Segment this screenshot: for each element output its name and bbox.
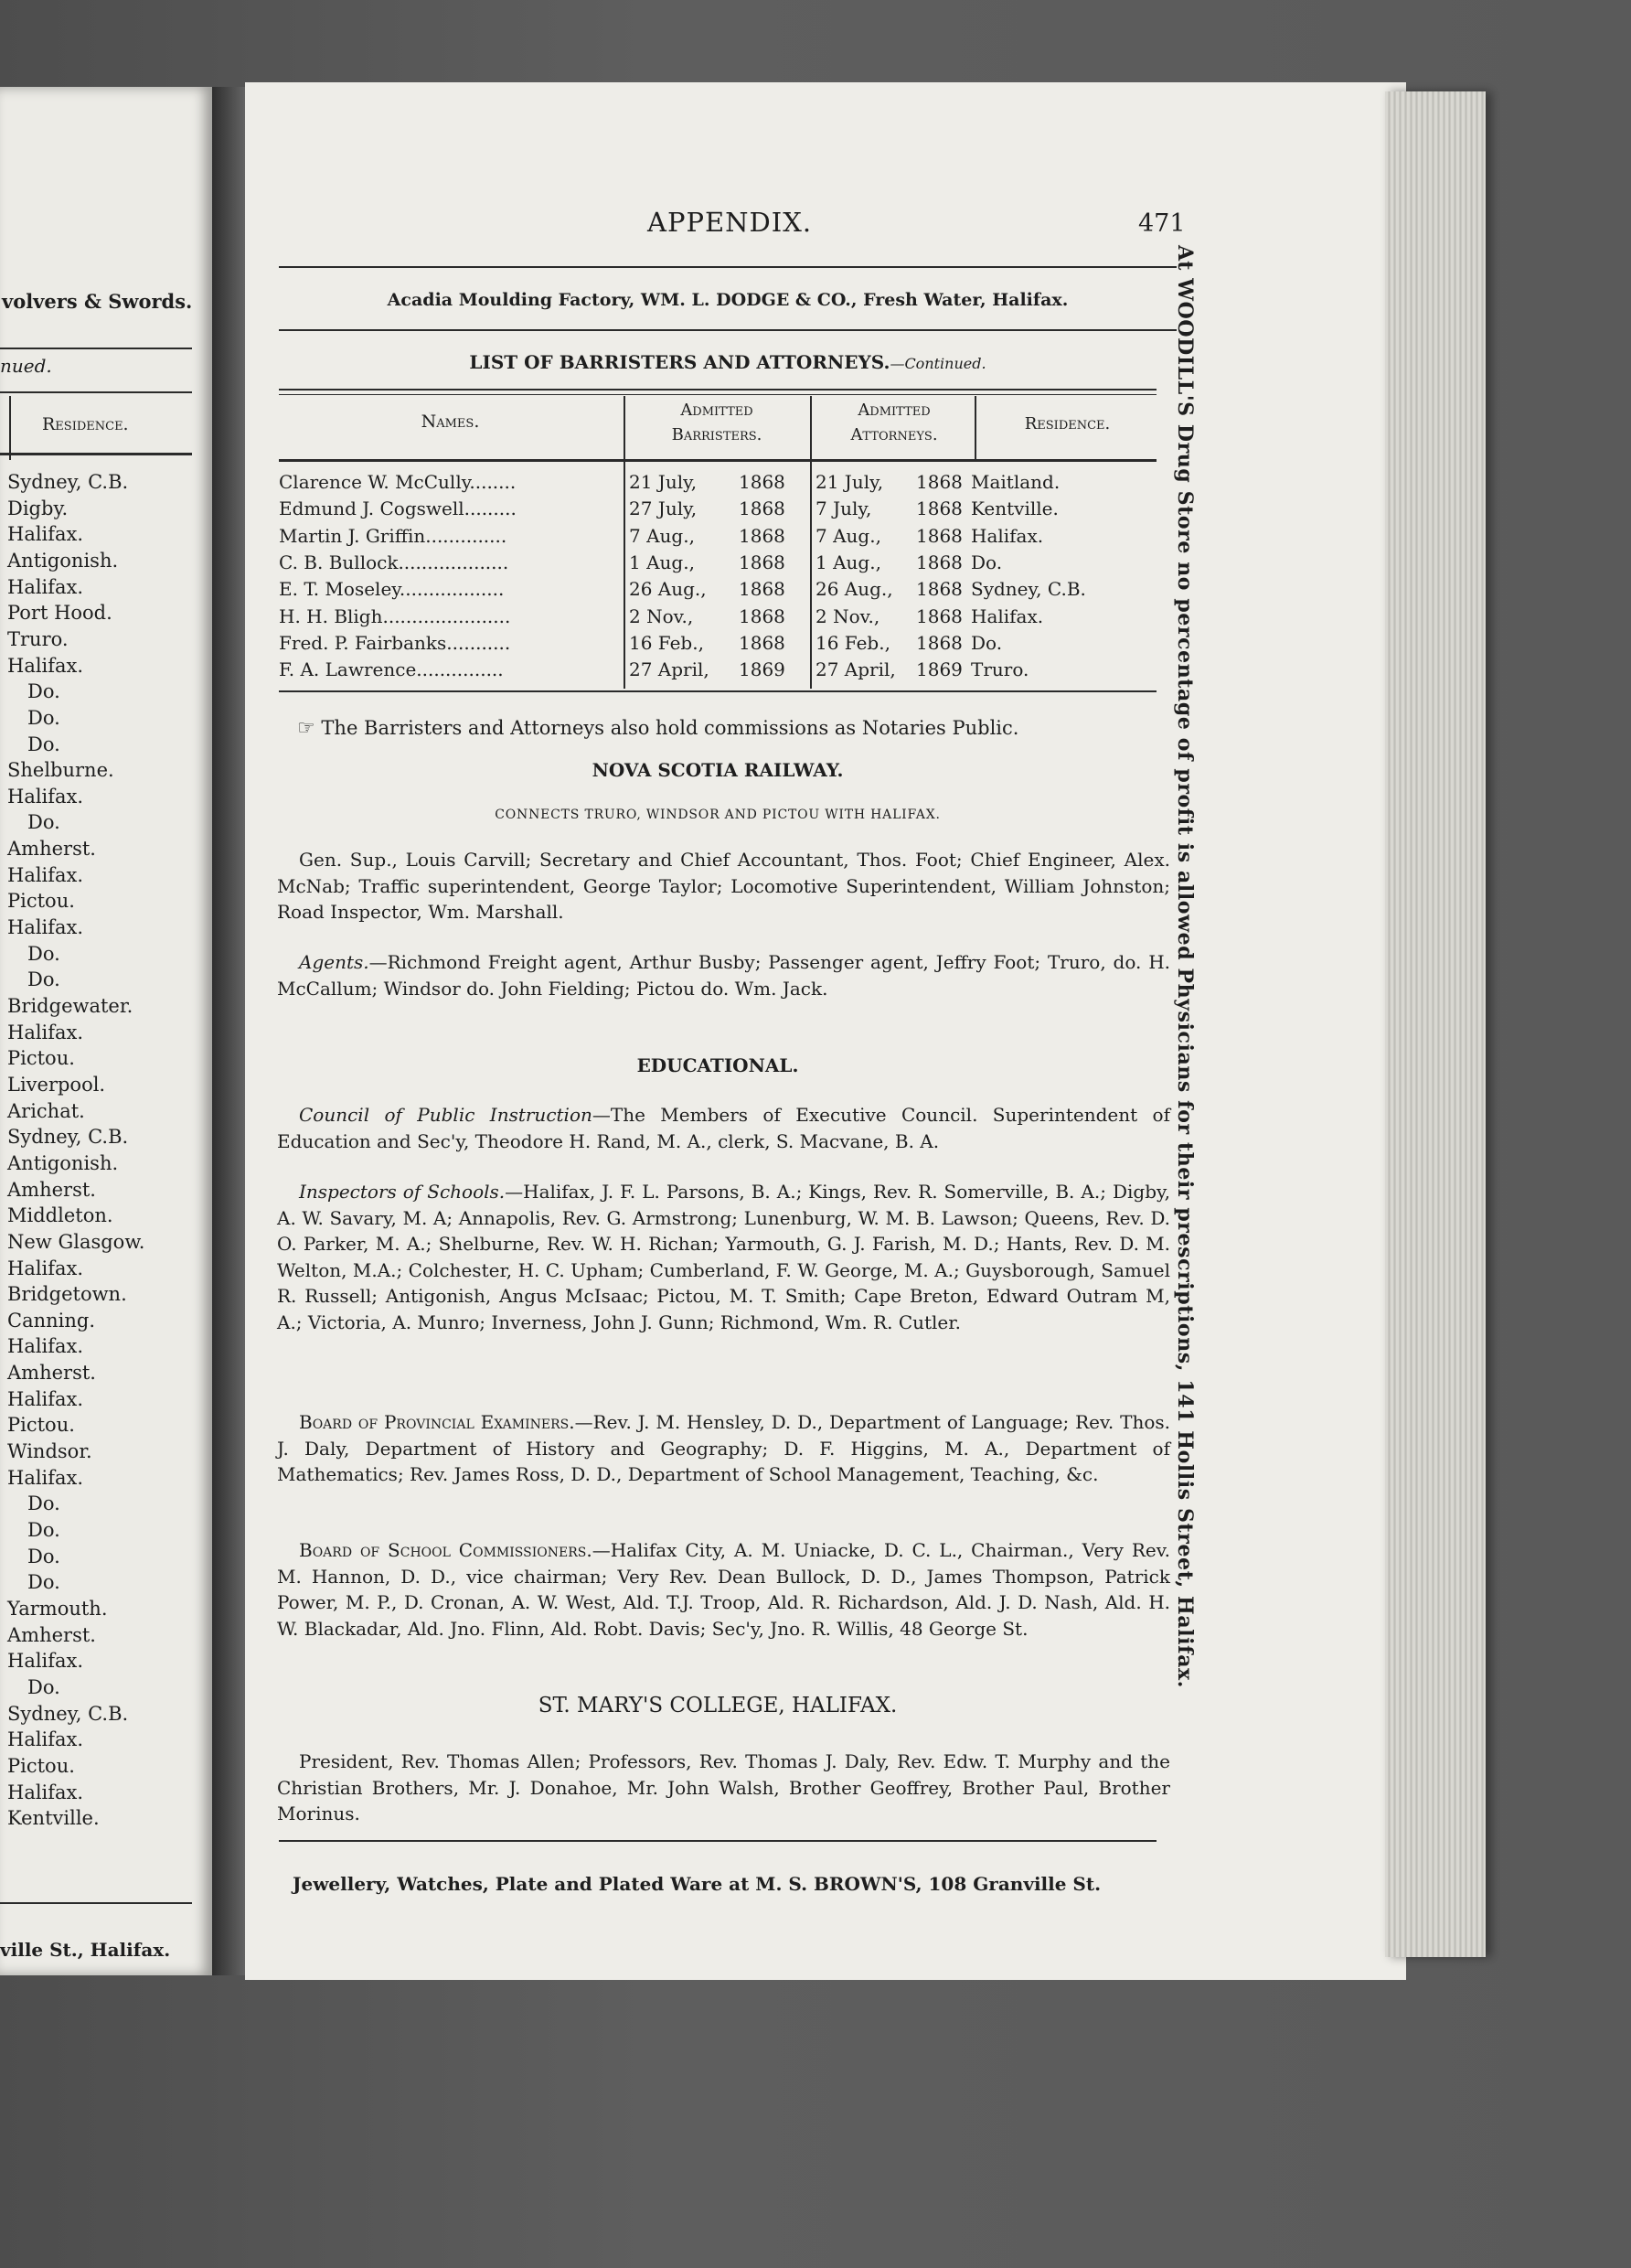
railway-agents-label: Agents. (299, 951, 369, 973)
left-rule (0, 453, 192, 455)
barrister-name: H. H. Bligh...................... (279, 604, 511, 627)
left-residence-item: Do. (27, 706, 60, 729)
railway-title: NOVA SCOTIA RAILWAY. (592, 759, 844, 781)
left-column-rule (9, 396, 11, 460)
attorney-admitted-year: 1868 (916, 497, 963, 520)
barrister-residence: Kentville. (971, 497, 1059, 520)
left-residence-item: Halifax. (7, 1387, 84, 1410)
railway-agents-text: —Richmond Freight agent, Arthur Busby; Passenger agent, Jeffry Foot; Truro, do. H. McCallum; Windsor do. John Fielding; Pictou do. Wm. Jack. (277, 951, 1170, 1000)
commissioners-text: —Halifax City, A. M. Uniacke, D. C. L., Chairman., Very Rev. M. Hannon, D. D., vice chairman; Very Rev. Dean Bullock, D. D., James Thompson, Patrick Power, M. P., D. Cronan, A. W. West, Ald. T.J. Troop, Ald. R. Richardson, Ald. J. D. Nash, Ald. H. W. Blackadar, Ald. Jno. Flinn, Ald. Robt. Davis; Sec'y, Jno. R. Willis, 48 George St. (277, 1539, 1170, 1640)
left-residence-item: Halifax. (7, 1466, 84, 1489)
left-continued-note: nued. (0, 355, 52, 377)
side-vertical-ad: At WOODILL'S Drug Store no percentage of profit is allowed Physicians for their prescriptions, 141 Hollis Street, Halifax. (1173, 245, 1197, 1689)
barrister-admitted-date: 7 Aug., (629, 524, 695, 547)
left-residence-item: Sydney, C.B. (7, 471, 129, 493)
barrister-admitted-year: 1868 (739, 551, 785, 573)
barrister-name: Martin J. Griffin.............. (279, 524, 507, 547)
header-rule (279, 329, 1177, 331)
table-column-rule (975, 396, 976, 462)
barrister-admitted-year: 1868 (739, 604, 785, 627)
left-residence-item: Halifax. (7, 863, 84, 886)
left-column-header: Residence. (42, 414, 129, 434)
barrister-admitted-date: 16 Feb., (629, 631, 704, 654)
left-residence-item: Halifax. (7, 785, 84, 808)
left-residence-item: Pictou. (7, 1047, 75, 1070)
left-residence-item: Bridgewater. (7, 995, 133, 1017)
left-residence-item: Halifax. (7, 575, 84, 598)
left-residence-item: Halifax. (7, 1781, 84, 1803)
attorney-admitted-date: 26 Aug., (816, 578, 893, 601)
barrister-admitted-date: 21 July, (629, 471, 698, 493)
educational-title: EDUCATIONAL. (636, 1054, 799, 1076)
barrister-name: F. A. Lawrence............... (279, 658, 504, 681)
left-residence-item: Do. (27, 1675, 60, 1698)
railway-agents (277, 949, 1170, 1001)
table-top-rule (279, 394, 1157, 395)
barrister-name: Clarence W. McCully........ (279, 471, 517, 493)
page-edges (1385, 91, 1486, 1957)
left-residence-item: Shelburne. (7, 759, 114, 782)
barrister-admitted-date: 26 Aug., (629, 578, 707, 601)
barrister-name: Fred. P. Fairbanks........... (279, 631, 511, 654)
barrister-admitted-year: 1868 (739, 524, 785, 547)
left-residence-item: Do. (27, 680, 60, 703)
table-top-rule (279, 389, 1157, 390)
council-paragraph (277, 1102, 1170, 1154)
barrister-residence: Do. (971, 631, 1003, 654)
attorney-admitted-year: 1868 (916, 631, 963, 654)
attorney-admitted-year: 1868 (916, 524, 963, 547)
left-residence-item: Halifax. (7, 654, 84, 677)
left-residence-item: Canning. (7, 1309, 95, 1332)
attorney-admitted-year: 1868 (916, 471, 963, 493)
left-residence-item: Bridgetown. (7, 1283, 127, 1306)
left-residence-item: Port Hood. (7, 602, 112, 625)
col-header-residence: Residence. (1024, 414, 1111, 433)
left-rule (0, 348, 192, 349)
left-residence-item: Amherst. (7, 838, 96, 861)
left-residence-item: Do. (27, 1492, 60, 1515)
railway-officers: Gen. Sup., Louis Carvill; Secretary and Chief Accountant, Thos. Foot; Chief Engineer, Alex. McNab; Traffic superintendent, George Taylor; Locomotive Superintendent, William Johnston; Road Inspector, Wm. Marshall. (277, 849, 1170, 923)
left-residence-item: Antigonish. (7, 1151, 119, 1174)
college-paragraph: President, Rev. Thomas Allen; Professors, Rev. Thomas J. Daly, Rev. Edw. T. Murphy and the Christian Brothers, Mr. J. Donahoe, Mr. John Walsh, Brother Geoffrey, Brother Paul, Brother Morinus. (277, 1750, 1170, 1824)
table-column-rule (624, 396, 625, 689)
left-residence-item: Do. (27, 1545, 60, 1567)
barrister-admitted-year: 1868 (739, 631, 785, 654)
col-header-admitted-attorneys-1: Admitted (858, 401, 931, 420)
col-header-names: Names. (421, 412, 480, 432)
left-residence-item: Kentville. (7, 1807, 100, 1830)
attorney-admitted-date: 1 Aug., (816, 551, 881, 573)
barrister-admitted-date: 27 July, (629, 497, 698, 520)
header-ad: Acadia Moulding Factory, WM. L. DODGE & CO., Fresh Water, Halifax. (387, 290, 1069, 310)
attorney-admitted-date: 7 July, (816, 497, 872, 520)
council-text: —The Members of Executive Council. Superintendent of Education and Sec'y, Theodore H. Rand, M. A., clerk, S. Macvane, B. A. (277, 1104, 1170, 1152)
table-header-rule (279, 459, 1157, 462)
examiners-paragraph (277, 1409, 1170, 1488)
book-gutter (212, 87, 249, 1975)
left-residence-item: Halifax. (7, 916, 84, 939)
left-residence-item: Halifax. (7, 1728, 84, 1751)
barrister-admitted-year: 1868 (739, 471, 785, 493)
attorney-admitted-date: 16 Feb., (816, 631, 890, 654)
left-residence-item: Yarmouth. (7, 1597, 108, 1620)
left-residence-item: Halifax. (7, 523, 84, 546)
barrister-admitted-year: 1868 (739, 578, 785, 601)
attorney-admitted-date: 21 July, (816, 471, 884, 493)
left-residence-item: Amherst. (7, 1623, 96, 1646)
left-header-ad: volvers & Swords. (2, 290, 193, 313)
barrister-admitted-date: 1 Aug., (629, 551, 695, 573)
barrister-residence: Sydney, C.B. (971, 578, 1086, 601)
left-residence-item: Sydney, C.B. (7, 1126, 129, 1149)
running-title: APPENDIX. (647, 207, 813, 238)
page-number: 471 (1138, 209, 1186, 238)
pointing-hand-icon: ☞ (297, 717, 315, 740)
barrister-residence: Halifax. (971, 604, 1044, 627)
attorney-admitted-year: 1868 (916, 551, 963, 573)
examiners-label: Board of Provincial Examiners. (299, 1411, 575, 1433)
inspectors-paragraph (277, 1179, 1170, 1335)
footer-ad: Jewellery, Watches, Plate and Plated Ware at M. S. BROWN'S, 108 Granville St. (293, 1873, 1102, 1895)
col-header-admitted-barristers-2: Barristers. (671, 425, 762, 444)
examiners-text: —Rev. J. M. Hensley, D. D., Department of Language; Rev. Thos. J. Daly, Department of History and Geography; D. F. Higgins, M. A., Department of Mathematics; Rev. James Ross, D. D., Department of School Management, Teaching, &c. (277, 1411, 1170, 1485)
commissioners-label: Board of School Commissioners. (299, 1539, 592, 1561)
barrister-residence: Truro. (971, 658, 1029, 681)
left-residence-item: Halifax. (7, 1257, 84, 1279)
header-rule (279, 266, 1177, 268)
inspectors-text: —Halifax, J. F. L. Parsons, B. A.; Kings, Rev. R. Somerville, B. A.; Digby, A. W. Savary, M. A; Annapolis, Rev. G. Armstrong; Lunenburg, W. M. B. Lawson; Queens, Rev. D. O. Parker, M. A.; Shelburne, Rev. W. H. Richan; Yarmouth, G. J. Farish, M. D.; Hants, Rev. D. M. Welton, M.A.; Colchester, H. C. Upham; Cumberland, F. W. George, M. A.; Guysborough, Samuel R. Russell; Antigonish, Angus McIsaac; Pictou, M. T. Smith; Cape Breton, Edward Outram M, A.; Victoria, A. Munro; Inverness, John J. Gunn; Richmond, Wm. R. Cutler. (277, 1181, 1170, 1333)
left-residence-item: Do. (27, 811, 60, 834)
left-residence-item: Do. (27, 733, 60, 755)
left-rule (0, 1902, 192, 1904)
barristers-title-continued: —Continued. (890, 355, 986, 372)
attorney-admitted-date: 7 Aug., (816, 524, 881, 547)
college-title: ST. MARY'S COLLEGE, HALIFAX. (538, 1694, 898, 1717)
railway-subtitle: CONNECTS TRURO, WINDSOR AND PICTOU WITH HALIFAX. (495, 808, 941, 822)
left-residence-item: Do. (27, 1519, 60, 1541)
barrister-name: Edmund J. Cogswell......... (279, 497, 517, 520)
barrister-name: C. B. Bullock................... (279, 551, 509, 573)
barrister-name: E. T. Moseley.................. (279, 578, 505, 601)
barristers-note-text: The Barristers and Attorneys also hold commissions as Notaries Public. (321, 717, 1019, 739)
attorney-admitted-year: 1868 (916, 578, 963, 601)
barrister-admitted-year: 1868 (739, 497, 785, 520)
left-residence-item: Pictou. (7, 1414, 75, 1437)
left-residence-item: Truro. (7, 627, 69, 650)
left-residence-item: New Glasgow. (7, 1230, 145, 1253)
left-residence-item: Windsor. (7, 1440, 92, 1463)
col-header-admitted-barristers-1: Admitted (680, 401, 753, 420)
attorney-admitted-date: 27 April, (816, 658, 896, 681)
left-residence-item: Pictou. (7, 1754, 75, 1777)
barrister-admitted-date: 27 April, (629, 658, 709, 681)
barristers-note (297, 717, 1018, 740)
table-bottom-rule (279, 690, 1157, 692)
left-residence-item: Antigonish. (7, 549, 119, 572)
left-residence-item: Amherst. (7, 1178, 96, 1201)
attorney-admitted-year: 1868 (916, 604, 963, 627)
left-residence-item: Do. (27, 968, 60, 991)
left-residence-item: Pictou. (7, 890, 75, 913)
left-footer-ad: ville St., Halifax. (0, 1939, 171, 1961)
footer-rule (279, 1840, 1157, 1842)
left-residence-item: Do. (27, 1571, 60, 1594)
left-residence-item: Arichat. (7, 1099, 85, 1122)
barrister-residence: Halifax. (971, 524, 1044, 547)
left-residence-item: Sydney, C.B. (7, 1702, 129, 1725)
barristers-title-main: LIST OF BARRISTERS AND ATTORNEYS. (469, 351, 890, 373)
barristers-title (279, 351, 1177, 373)
attorney-admitted-date: 2 Nov., (816, 604, 880, 627)
attorney-admitted-year: 1869 (916, 658, 963, 681)
left-residence-item: Digby. (7, 497, 69, 519)
left-rule (0, 391, 192, 393)
inspectors-label: Inspectors of Schools. (299, 1181, 506, 1203)
col-header-admitted-attorneys-2: Attorneys. (850, 425, 938, 444)
commissioners-paragraph (277, 1537, 1170, 1642)
left-residence-item: Halifax. (7, 1021, 84, 1043)
left-residence-item: Halifax. (7, 1650, 84, 1673)
left-residence-item: Do. (27, 942, 60, 965)
council-label: Council of Public Instruction (299, 1104, 592, 1126)
barrister-residence: Maitland. (971, 471, 1061, 493)
left-residence-item: Liverpool. (7, 1073, 106, 1096)
left-residence-item: Halifax. (7, 1335, 84, 1358)
left-residence-item: Middleton. (7, 1204, 113, 1227)
barrister-admitted-date: 2 Nov., (629, 604, 694, 627)
barrister-admitted-year: 1869 (739, 658, 785, 681)
left-residence-item: Amherst. (7, 1362, 96, 1385)
table-column-rule (810, 396, 812, 689)
left-page-fragment (0, 87, 212, 1975)
barrister-residence: Do. (971, 551, 1003, 573)
